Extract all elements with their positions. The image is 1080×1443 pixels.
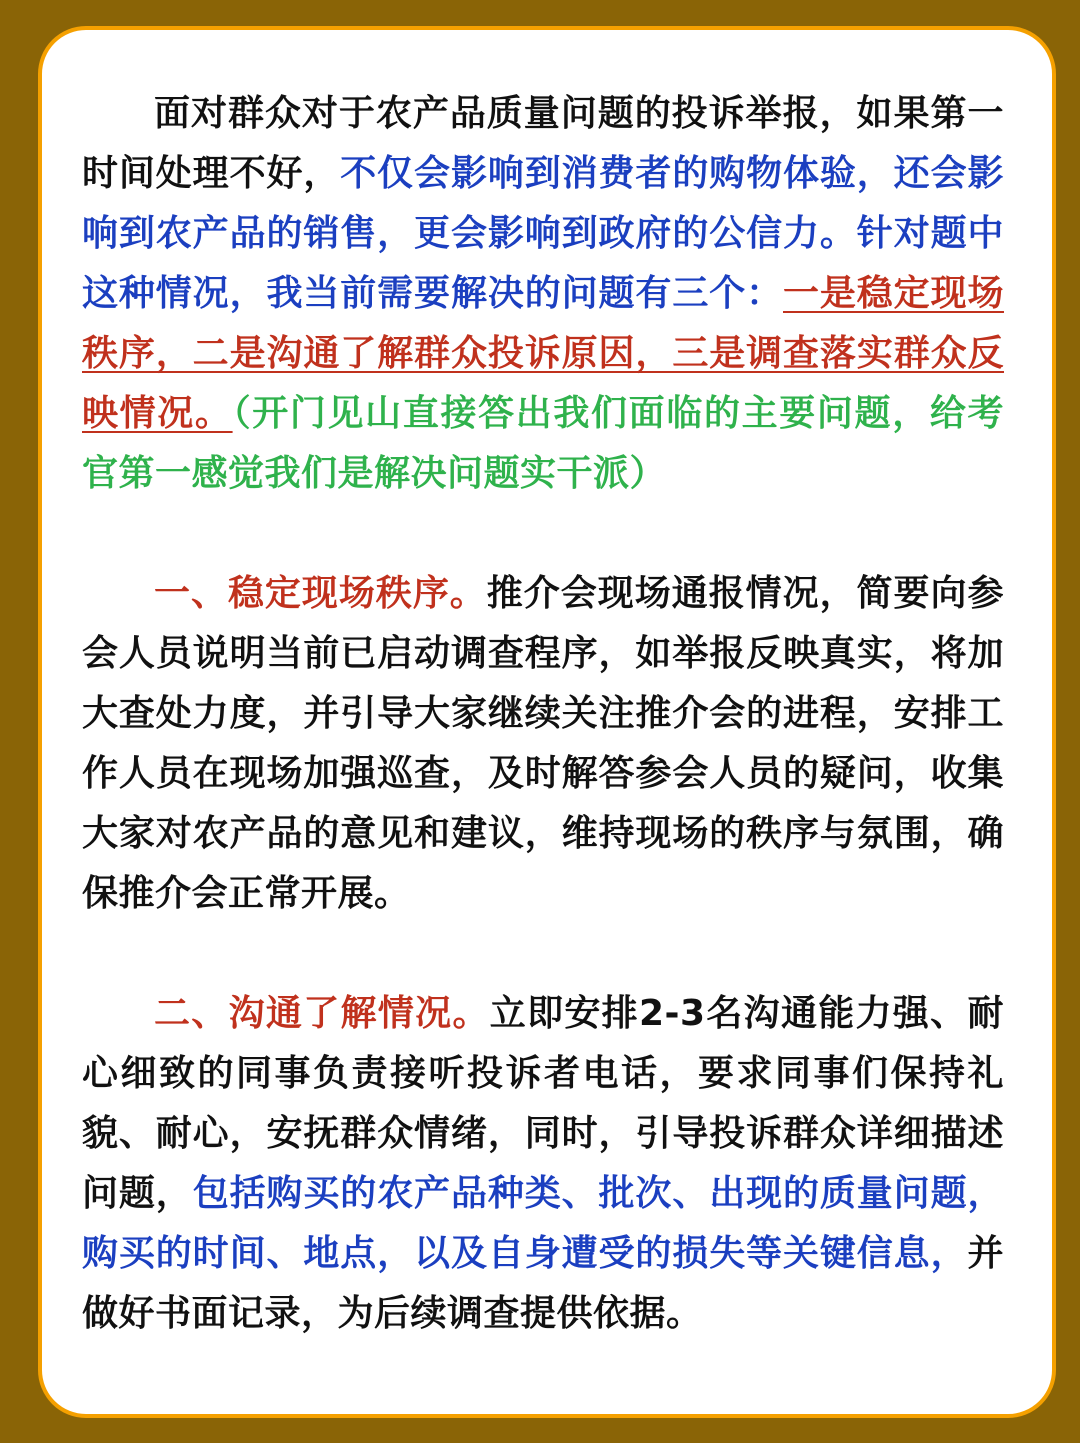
intro-blue-text: 不仅会影响到消费者的购物体验，还会影响到农产品的销售，更会影响到政府的公信力。针对题中这种情况，我当前需要解决的问题有三个： [82,153,1004,314]
three-problems-text: 一是稳定现场秩序，二是沟通了解群众投诉原因，三是调查落实群众反映情况。 [82,273,1004,434]
section-2-body-end: 并做好书面记录，为后续调查提供依据。 [82,1233,1004,1334]
intro-paragraph [82,84,1004,504]
section-2-body-blue: 包括购买的农产品种类、批次、出现的质量问题，购买的时间、地点，以及自身遭受的损失等关键信息， [82,1173,1004,1274]
section-1-paragraph [82,564,1004,924]
section-2-paragraph [82,984,1004,1344]
section-2-heading: 二、沟通了解情况。 [154,993,490,1034]
intro-text: 面对群众对于农产品质量问题的投诉举报，如果第一时间处理不好， [82,93,1004,194]
section-1-body: 推介会现场通报情况，简要向参会人员说明当前已启动调查程序，如举报反映真实，将加大查处力度，并引导大家继续关注推介会的进程，安排工作人员在现场加强巡查，及时解答参会人员的疑问，收集大家对农产品的意见和建议，维持现场的秩序与氛围，确保推介会正常开展。 [82,573,1004,914]
paragraph-gap [82,924,1004,984]
document-body [82,84,1004,1344]
paragraph-gap [82,504,1004,564]
section-2-body-start: 立即安排2-3名沟通能力强、耐心细致的同事负责接听投诉者电话，要求同事们保持礼貌、耐心，安抚群众情绪，同时，引导投诉群众详细描述问题， [82,993,1004,1214]
green-note-text: （开门见山直接答出我们面临的主要问题，给考官第一感觉我们是解决问题实干派） [82,393,1004,494]
section-1-heading: 一、稳定现场秩序。 [154,573,487,614]
